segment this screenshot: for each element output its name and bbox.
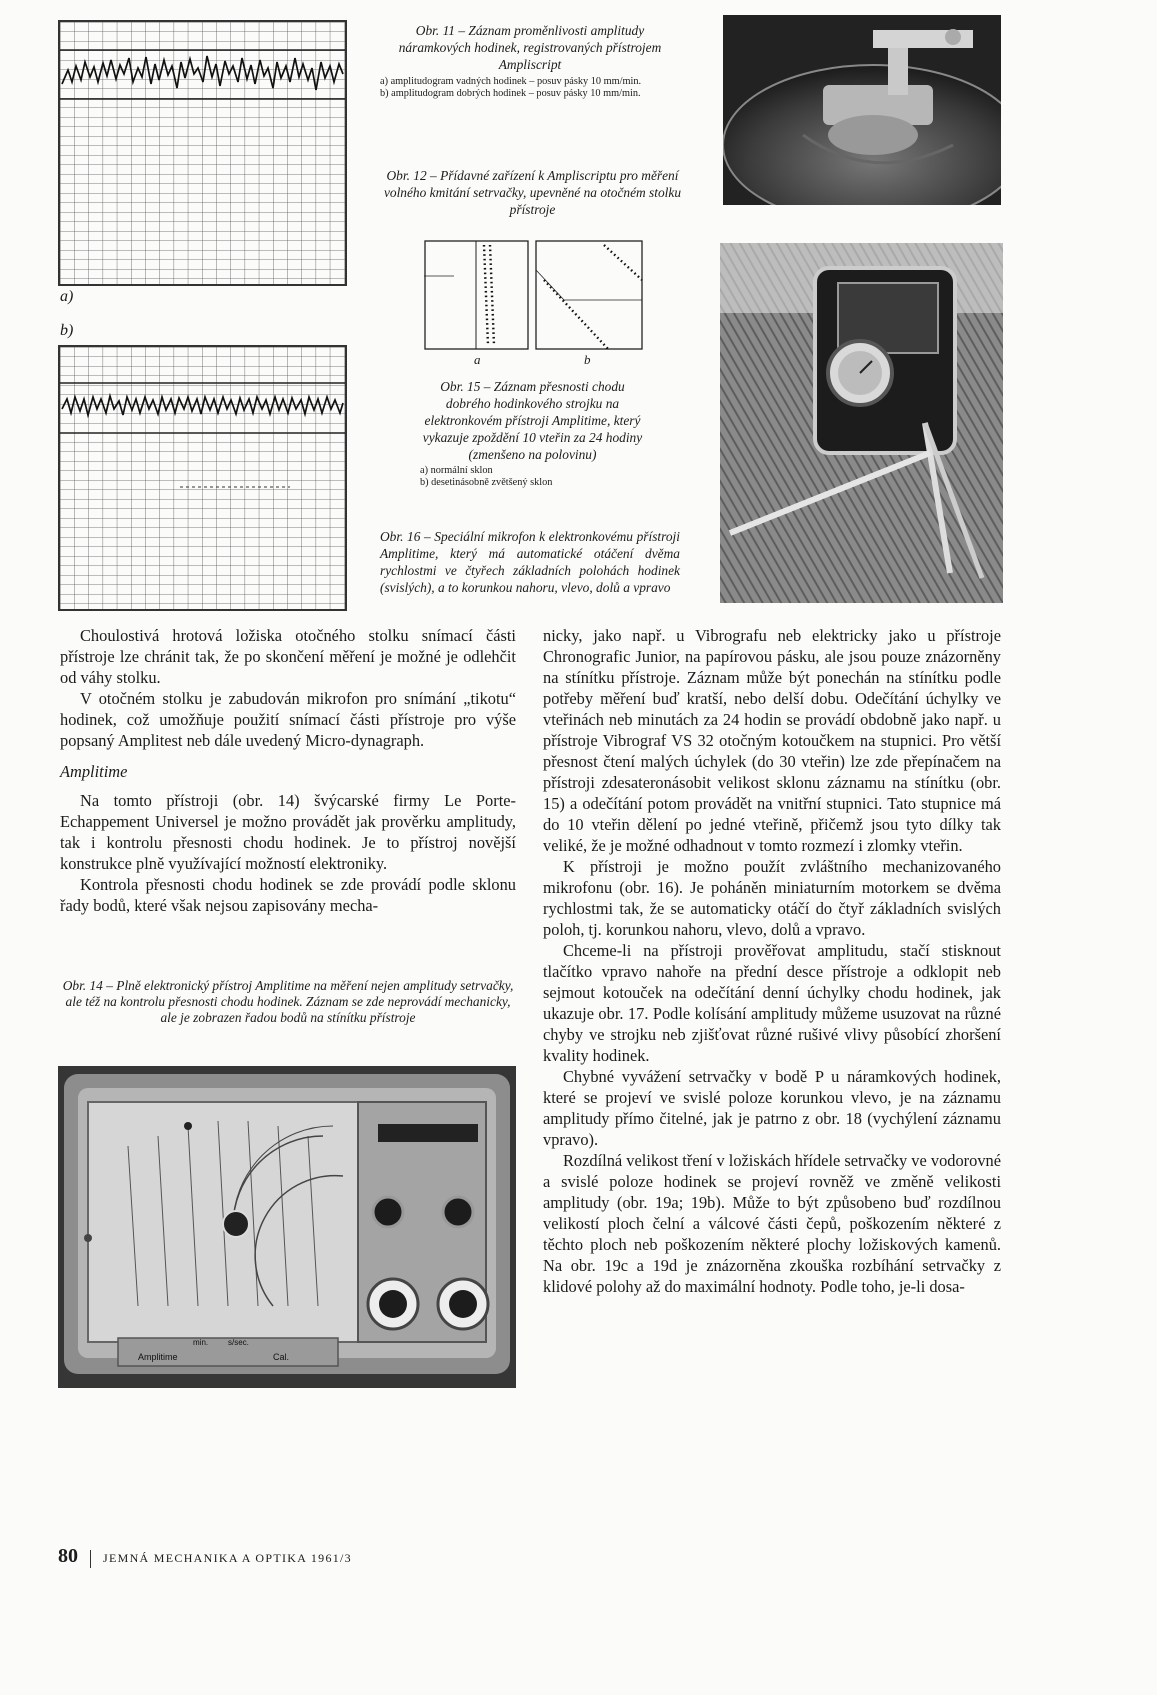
fig15-diagram [424,240,644,370]
fig16-title: Obr. 16 – Speciální mikrofon k elektronkovému přístroji Amplitime, který má automatické otáčení dvěma rychlostmi ve čtyřech základních polohách hodinek (svislých), a to korunkou nahoru, vlevo, dolů a vpravo [380,529,680,595]
fig15-caption [420,378,645,489]
fig11-title: Obr. 11 – Záznam proměnlivosti amplitudy náramkových hodinek, registrovaných přístrojem Ampliscript [398,23,662,72]
page-number: 80 [58,1545,78,1567]
fig14-title: Obr. 14 – Plně elektronický přístroj Amplitime na měření nejen amplitudy setrvačky, ale též na kontrolu přesnosti chodu hodinek. Záznam se zde neprovádí mechanicky, ale je zobrazen řadou bodů na stínítku přístroje [62,978,514,1025]
left-paragraph-1: Choulostivá hrotová ložiska otočného stolku snímací části přístroje lze chránit tak, že po skončení měření je možné je odlehčit od váhy stolku. [60,626,516,687]
fig11-label-a: a) [60,288,74,305]
instrument-label-cal: Cal. [273,1352,290,1362]
left-column-text [60,625,516,916]
right-column-text [543,625,1001,1297]
left-paragraph-3: Na tomto přístroji (obr. 14) švýcarské firmy Le Porte-Echappement Universel je možno provádět jak prověrku amplitudy, tak i kontrolu přesnosti chodu hodinek. Je to přístroj novější konstrukce plně využívající možností elektroniky. [60,791,516,873]
section-heading-amplitime: Amplitime [60,762,128,781]
fig14-photo [58,1066,516,1388]
instrument-label-min: min. [193,1338,209,1347]
fig15-title: Obr. 15 – Záznam přesnosti chodu dobrého hodinkového strojku na elektronkovém přístroji Amplitime, který vykazuje zpoždění 10 vteřin za 24 hodiny (zmenšeno na polovinu) [422,379,643,462]
fig15-label-b: b [584,352,591,367]
right-paragraph-5: Rozdílná velikost tření v ložiskách hřídele setrvačky ve vodorovné a svislé poloze hodinek se projeví rovněž ve změně velikosti amplitudy (obr. 19a; 19b). Může to být způsobeno buď rozdílnou velikostí ploch čelní a válcové části čepů, poškozením některé z těchto ploch neb poškozením některé plochy ložiskových kamenů. Na obr. 19c a 19d je znázorněna zkouška rozbíhání setrvačky z klidové polohy až do maximální hodnoty. Podle toho, je-li dosa- [543,1151,1001,1296]
right-paragraph-2: K přístroji je možno použít zvláštního mechanizovaného mikrofonu (obr. 16). Je poháněn miniaturním motorkem se dvěma rychlostmi tak, že se automaticky otáčí do čtyř základních svislých poloh, tj. korunkou nahoru, vlevo, dolů a vpravo. [543,857,1001,939]
fig15-item-b: b) desetinásobně zvětšený sklon [420,477,553,488]
left-paragraph-4: Kontrola přesnosti chodu hodinek se zde provádí podle sklonu řady bodů, které však nejsou zapisovány mecha- [60,875,516,915]
fig11-chart-b [58,345,347,611]
right-paragraph-4: Chybné vyvážení setrvačky v bodě P u náramkových hodinek, které se projeví ve svislé poloze korunkou vlevo, je na záznamu amplitudy přímo čitelné, jak je patrno z obr. 18 (vychýlení záznamu vpravo). [543,1067,1001,1149]
fig15-dots-b [544,280,609,350]
fig12-photo [723,15,1001,205]
fig11-chart-b-grid [60,347,345,609]
fig11-chart-a-grid [60,22,345,284]
fig15-dots-a2 [490,245,494,345]
fig16-caption [380,528,680,596]
instrument-label-amplitime: Amplitime [138,1352,178,1362]
fig11-chart-a [58,20,347,286]
fig16-photo-drawing [720,243,1003,603]
fig15-dots-b2 [604,245,642,280]
fig16-photo [720,243,1003,603]
fig15-dots-a [484,245,488,345]
fig15-item-a: a) normální sklon [420,465,493,476]
instrument-label-sec: s/sec. [228,1338,249,1347]
fig12-photo-drawing [723,15,1001,205]
fig15-diagram-drawing [424,240,644,370]
fig11-item-a: a) amplitudogram vadných hodinek – posuv pásky 10 mm/min. [380,76,642,87]
journal-name: JEMNÁ MECHANIKA A OPTIKA 1961/3 [103,1551,352,1565]
fig11-label-b: b) [60,322,74,339]
fig14-photo-drawing [58,1066,516,1388]
left-paragraph-2: V otočném stolku je zabudován mikrofon pro snímání „tikotu“ hodinek, což umožňuje použití snímací části přístroje pro výše popsaný Amplitest neb dále uvedený Micro-dynagraph. [60,689,516,750]
fig15-label-a: a [474,352,481,367]
page-footer [58,1545,352,1568]
right-paragraph-3: Chceme-li na přístroji prověřovat amplitudu, stačí stisknout tlačítko vpravo nahoře na přední desce přístroje a odklopit neb sejmout kotouček na odečítání denní úchylky chodu hodinek, jak ukazuje obr. 17. Podle kolísání amplitudy můžeme usuzovat na různé chyby ve strojku neb zjišťovat různé rušivé vlivy působící zhoršení kvality hodinek. [543,941,1001,1065]
footer-divider [90,1550,91,1568]
fig14-caption [60,978,516,1026]
fig11-caption [380,22,680,100]
fig12-caption [380,167,685,218]
right-paragraph-1: nicky, jako např. u Vibrografu neb elektricky jako u přístroje Chronografic Junior, na papírovou pásku, ale jsou pouze znázorněny na stínítku přístroje. Záznam může být ponechán na stínítku podle potřeby měření buď kratší, nebo delší dobu. Odečítání úchylky ve vteřinách neb minutách za 24 hodin se provádí obdobně jako např. u přístroje Vibrograf VS 32 otočným kotoučkem na stupnici. Pro větší přesnost čtení malých úchylek (do 30 vteřin) lze zde přepínačem na přístroji zdesateronásobit velikost sklonu záznamu na stínítku (obr. 15) a odečítání potom provádět na vnitřní stupnici. Tato stupnice má do 10 vteřin dělení po jedné vteřině, přičemž jsou tyto dílky tak veliké, že je možné odhadnout v tomto rozmezí i zlomky vteřin. [543,626,1001,855]
fig11-item-b: b) amplitudogram dobrých hodinek – posuv pásky 10 mm/min. [380,88,641,99]
fig12-title: Obr. 12 – Přídavné zařízení k Ampliscriptu pro měření volného kmitání setrvačky, upevněné na otočném stolku přístroje [383,168,682,217]
